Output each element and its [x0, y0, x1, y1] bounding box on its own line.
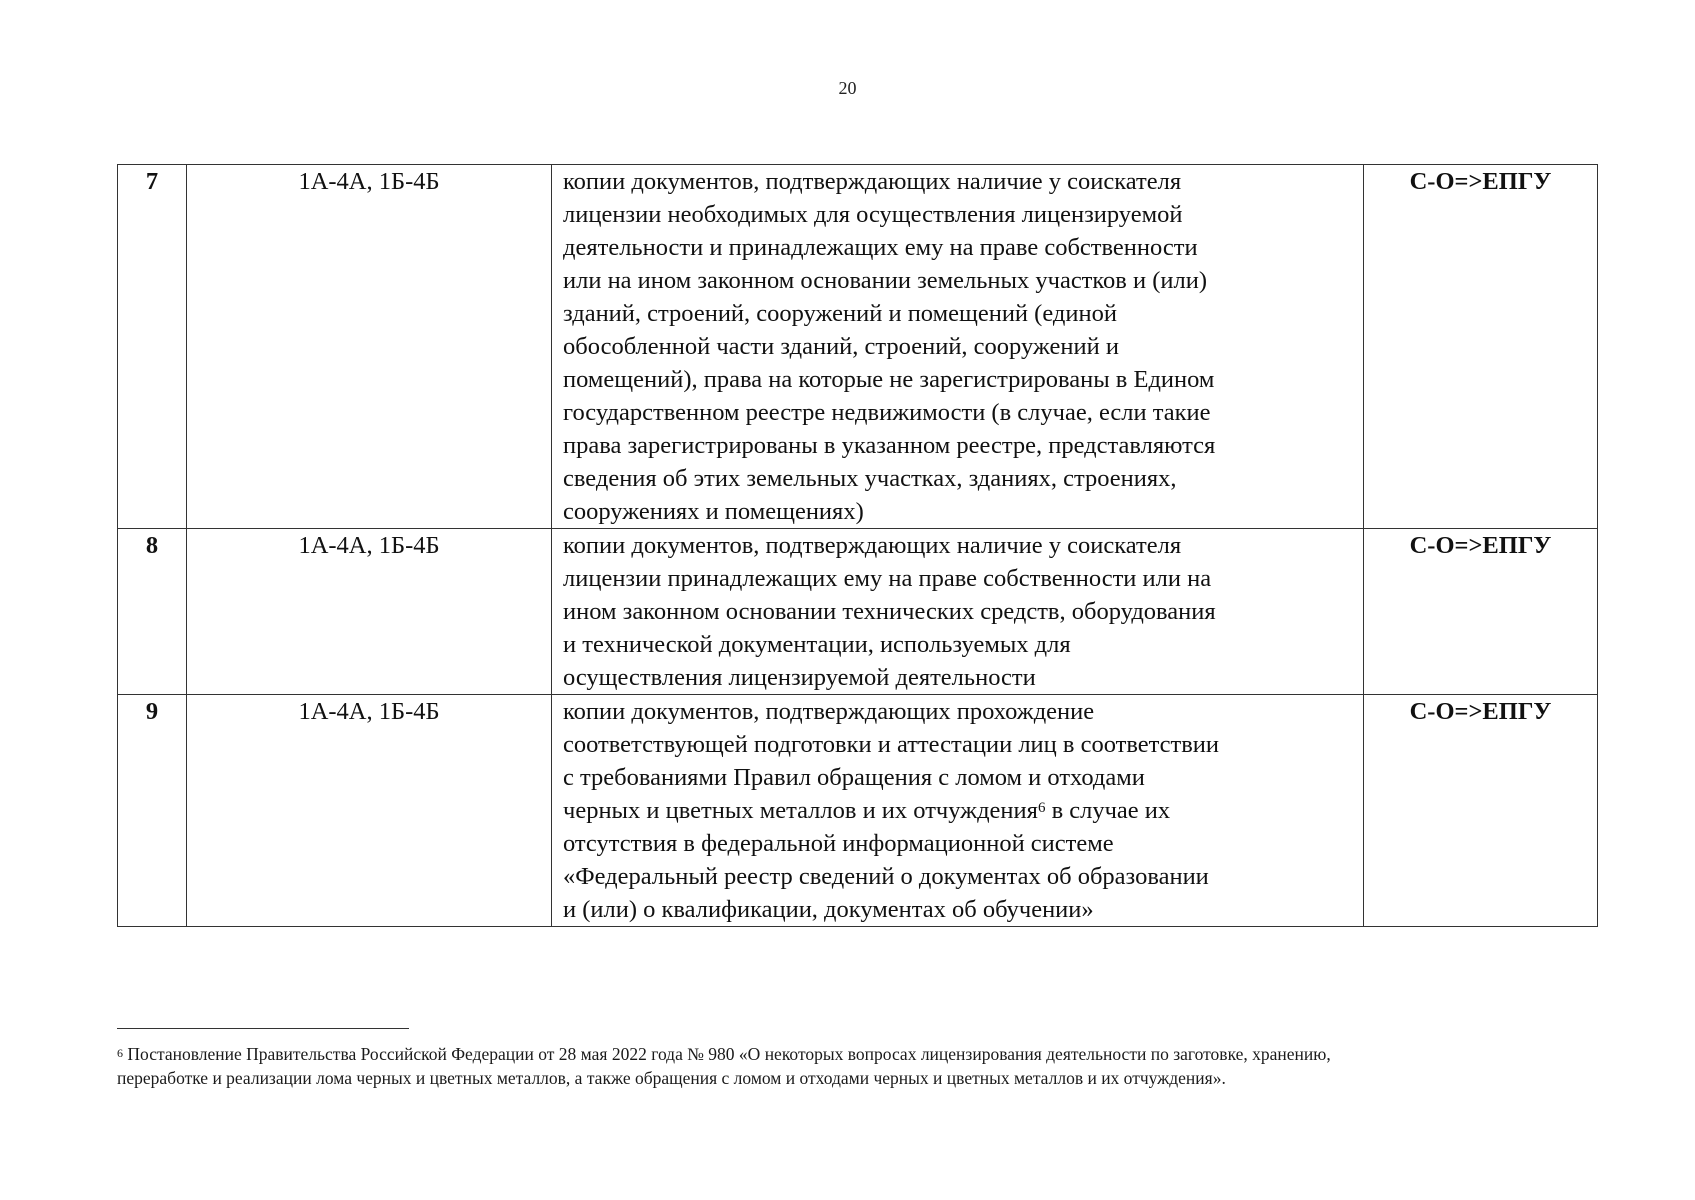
description-line: соответствующей подготовки и аттестации лиц в соответствии — [563, 731, 1220, 758]
description-line: зданий, строений, сооружений и помещений (единой — [563, 300, 1117, 327]
row-number: 7 — [118, 165, 187, 529]
footnote-mark: 6 — [117, 1046, 123, 1060]
description-line: отсутствия в федеральной информационной системе — [563, 830, 1114, 857]
footnote-text: Постановление Правительства Российской Федерации от 28 мая 2022 года № 980 «О некоторых вопросах лицензирования деятельности по заготовке, хранению, — [123, 1044, 1331, 1064]
description-text: черных и цветных металлов и их отчуждения — [563, 797, 1038, 824]
row-categories: 1А-4А, 1Б-4Б — [187, 165, 552, 529]
description-line: сооружениях и помещениях) — [563, 498, 864, 525]
description-line: копии документов, подтверждающих наличие у соискателя — [563, 532, 1182, 559]
row-description — [552, 165, 1364, 529]
description-line: или на ином законном основании земельных участков и (или) — [563, 267, 1207, 294]
description-line: права зарегистрированы в указанном реестре, представляются — [563, 432, 1216, 459]
description-line: и технической документации, используемых для — [563, 631, 1071, 658]
description-line: обособленной части зданий, строений, сооружений и — [563, 333, 1119, 360]
description-line: копии документов, подтверждающих прохождение — [563, 698, 1095, 725]
table-row — [118, 165, 1598, 529]
description-line: деятельности и принадлежащих ему на праве собственности — [563, 234, 1198, 261]
description-line: лицензии принадлежащих ему на праве собственности или на — [563, 565, 1212, 592]
description-line: помещений), права на которые не зарегистрированы в Едином — [563, 366, 1215, 393]
description-line: лицензии необходимых для осуществления лицензируемой — [563, 201, 1183, 228]
description-line: сведения об этих земельных участках, зданиях, строениях, — [563, 465, 1177, 492]
row-number: 8 — [118, 529, 187, 695]
description-line: государственном реестре недвижимости (в случае, если такие — [563, 399, 1211, 426]
requirements-table — [117, 164, 1598, 927]
row-channel: С-О=>ЕПГУ — [1364, 165, 1598, 529]
footnote-reference[interactable]: 6 — [1037, 800, 1046, 816]
description-line: ином законном основании технических средств, оборудования — [563, 598, 1216, 625]
row-channel: С-О=>ЕПГУ — [1364, 695, 1598, 927]
footnote — [117, 1042, 1577, 1090]
table-row — [118, 695, 1598, 927]
page-number: 20 — [838, 78, 857, 98]
row-description — [552, 529, 1364, 695]
row-categories: 1А-4А, 1Б-4Б — [187, 695, 552, 927]
row-categories: 1А-4А, 1Б-4Б — [187, 529, 552, 695]
footnote-line: переработке и реализации лома черных и цветных металлов, а также обращения с ломом и отходами черных и цветных металлов и их отчуждения». — [117, 1068, 1226, 1088]
row-description — [552, 695, 1364, 927]
description-line: осуществления лицензируемой деятельности — [563, 664, 1036, 691]
description-line: копии документов, подтверждающих наличие у соискателя — [563, 168, 1182, 195]
description-line: и (или) о квалификации, документах об обучении» — [563, 896, 1094, 923]
description-line: с требованиями Правил обращения с ломом и отходами — [563, 764, 1145, 791]
footnote-line — [117, 1042, 1577, 1066]
row-channel: С-О=>ЕПГУ — [1364, 529, 1598, 695]
description-text: в случае их — [1045, 797, 1171, 824]
table-row — [118, 529, 1598, 695]
description-line: «Федеральный реестр сведений о документах об образовании — [563, 863, 1209, 890]
footnote-divider — [117, 1028, 409, 1029]
description-line-with-footnote — [563, 794, 1353, 827]
row-number: 9 — [118, 695, 187, 927]
